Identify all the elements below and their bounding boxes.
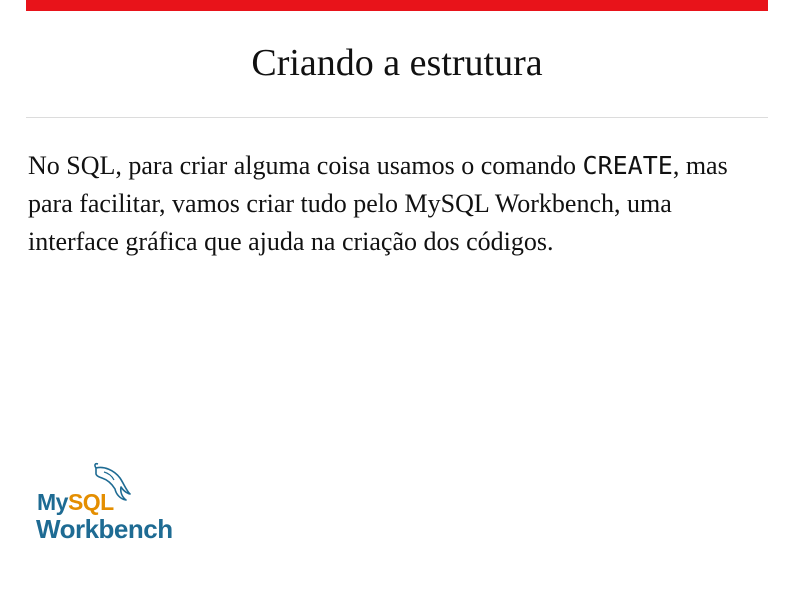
slide-body (28, 147, 768, 261)
body-text-part1: No SQL, para criar alguma coisa usamos o comando (28, 151, 583, 180)
body-text-part2: , mas para facilitar, vamos criar tudo pelo MySQL Workbench, uma interface gráfica que ajuda na criação dos códigos. (28, 151, 728, 256)
mysql-wordmark: MySQL (37, 489, 114, 515)
slide-title: Criando a estrutura (251, 42, 543, 84)
workbench-wordmark: Workbench (36, 514, 173, 544)
create-command: CREATE (582, 151, 673, 180)
title-divider (26, 117, 768, 118)
top-accent-bar (26, 0, 768, 11)
mysql-workbench-logo (34, 462, 194, 552)
